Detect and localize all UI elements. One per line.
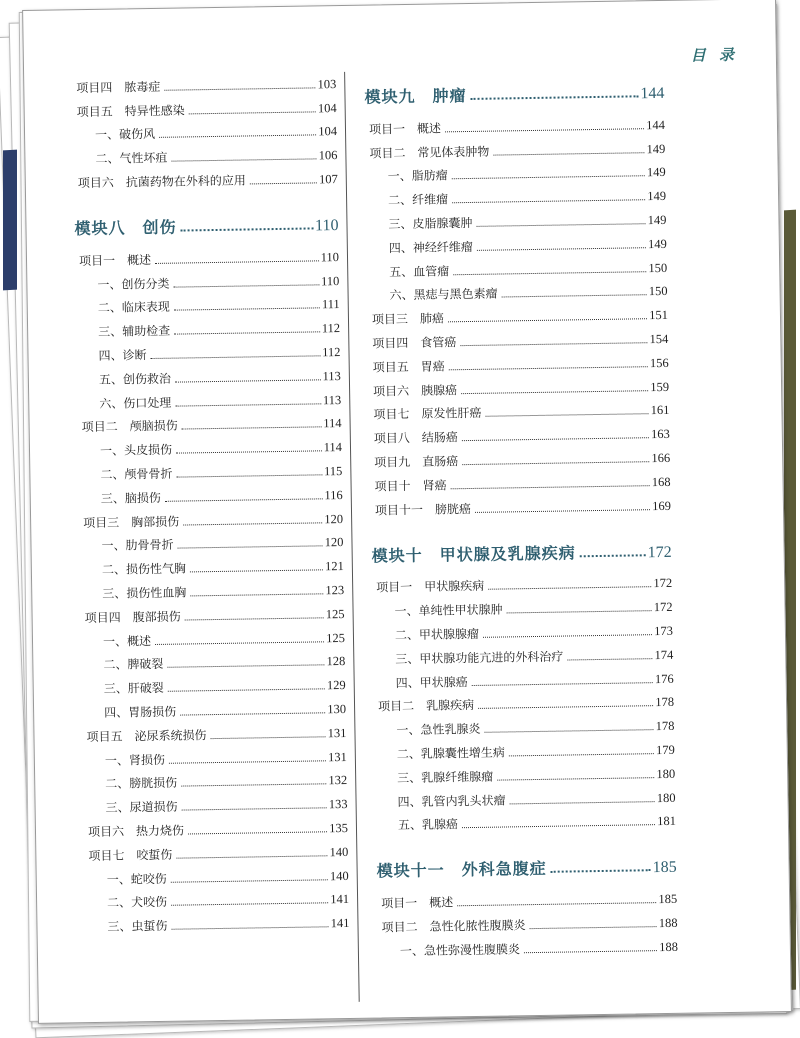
toc-entry-label: 项目三 肺癌 [371,311,445,327]
dot-leader [182,427,322,430]
dot-leader [445,128,644,132]
dot-leader [475,509,650,513]
toc-entry-page-number: 149 [646,165,666,180]
toc-entry-page-number: 144 [646,117,666,132]
toc-entry-page-number: 161 [650,403,670,418]
toc-entry-page-number: 133 [328,797,348,812]
toc-entry-label: 项目一 概述 [368,121,442,137]
toc-entry-label: 四、诊断 [98,348,147,363]
toc-entry-page-number: 150 [648,284,668,299]
toc-entry-label: 项目十一 膀胱癌 [374,501,472,518]
toc-entry-page-number: 107 [318,172,338,187]
toc-entry-label: 六、黑痣与黑色素瘤 [389,286,498,303]
dot-leader [448,318,647,322]
dot-leader [181,227,314,231]
dot-leader [530,926,657,929]
toc-entry-page-number: 159 [650,379,670,394]
toc-entry-page-number: 132 [328,773,348,788]
toc-entry-label: 模块十一 外科急腹症 [376,859,547,881]
dot-leader [151,355,321,359]
toc-entry-page-number: 144 [640,84,665,103]
dot-leader [180,712,325,715]
dot-leader [488,587,651,591]
toc-entry-page-number: 149 [647,236,667,251]
toc-entry-page-number: 166 [651,450,671,466]
dot-leader [174,332,320,335]
toc-entry-label: 三、肝破裂 [103,680,164,696]
toc-entry-sub [376,805,676,834]
dot-leader [169,760,326,763]
dot-leader [502,295,647,298]
toc-entry-label: 二、气性坏疽 [95,150,168,167]
dot-leader [190,569,323,572]
toc-entry-page-number: 156 [649,355,669,370]
dot-leader [211,736,326,739]
dot-leader [189,111,316,114]
dot-leader [175,379,321,382]
toc-page [22,0,792,1024]
toc-entry-label: 项目七 原发性肝癌 [373,406,482,422]
toc-entry-page-number: 151 [649,308,669,323]
toc-entry-page-number: 103 [317,76,337,92]
dot-leader [182,807,327,810]
dot-leader [176,450,322,453]
toc-entry-label: 项目四 脓毒症 [76,79,161,95]
dot-leader [173,284,319,287]
dot-leader [509,753,654,756]
dot-leader [188,831,327,834]
toc-entry-label: 一、肋骨骨折 [101,538,174,554]
toc-entry-label: 三、皮脂腺囊肿 [388,215,473,232]
dot-leader [176,474,322,477]
toc-entry-page-number: 104 [317,100,337,115]
toc-entry-label: 项目六 抗菌药物在外科的应用 [77,173,246,191]
toc-entry-page-number: 149 [647,212,667,228]
toc-entry-page-number: 172 [647,543,672,561]
toc-entry-page-number: 188 [659,939,678,954]
toc-entry-label: 二、临床表现 [97,300,170,316]
toc-entry-label: 五、血管瘤 [389,263,450,279]
toc-entry-page-number: 129 [326,678,346,693]
toc-entry-project [371,490,671,519]
toc-entry-label: 二、犬咬伤 [107,895,168,911]
dot-leader [178,546,323,549]
dot-leader [471,95,639,100]
toc-entry-page-number: 120 [324,535,344,550]
toc-entry-label: 项目二 乳腺疾病 [377,698,475,714]
dot-leader [460,342,647,346]
toc-entry-label: 三、损伤性血胸 [102,585,187,601]
dot-leader [183,522,322,525]
toc-entry-label: 项目五 特异性感染 [76,103,185,119]
toc-entry-page-number: 178 [655,718,675,734]
toc-entry-page-number: 128 [326,654,346,669]
dot-leader [449,366,648,370]
toc-entry-label: 项目八 结肠癌 [373,430,458,446]
toc-entry-page-number: 125 [326,630,346,645]
toc-entry-label: 项目四 食管癌 [372,335,457,351]
toc-entry-page-number: 112 [321,321,341,336]
toc-entry-label: 二、颅骨骨折 [100,466,173,482]
toc-entry-label: 四、乳管内乳头状瘤 [397,793,506,809]
toc-entry-page-number: 150 [648,260,668,275]
dot-leader [486,414,649,418]
toc-entry-project [74,163,338,191]
toc-entry-label: 项目六 胰腺癌 [373,382,458,399]
toc-entry-label: 一、头皮损伤 [99,442,173,458]
toc-entry-label: 五、乳腺癌 [397,817,459,833]
toc-entry-label: 模块九 肿瘤 [364,86,467,107]
toc-entry-page-number: 185 [652,859,677,877]
toc-entry-label: 模块十 甲状腺及乳腺疾病 [371,542,576,566]
toc-entry-page-number: 113 [322,368,341,384]
toc-entry-label: 二、甲状腺腺瘤 [394,626,480,643]
toc-entry-label: 一、肾损伤 [104,752,165,768]
toc-entry-label: 项目九 直肠癌 [374,454,459,470]
toc-entry-page-number: 154 [649,331,669,347]
toc-entry-page-number: 180 [656,790,676,805]
toc-entry-page-number: 141 [330,916,350,931]
toc-entry-label: 一、急性弥漫性腹膜炎 [399,941,521,958]
toc-entry-label: 二、脾破裂 [103,657,164,673]
toc-entry-module [371,521,672,566]
dot-leader [171,159,316,162]
toc-entry-label: 项目一 概述 [78,252,152,268]
toc-entry-label: 三、虫蜇伤 [107,918,168,934]
toc-entry-page-number: 188 [658,915,678,931]
toc-entry-page-number: 180 [656,766,676,781]
toc-entry-label: 项目十 肾癌 [374,478,447,494]
toc-entry-label: 四、胃肠损伤 [104,704,177,720]
toc-entry-page-number: 169 [652,498,672,513]
toc-entry-label: 项目五 胃癌 [372,359,445,375]
toc-entry-page-number: 112 [322,344,341,360]
dot-leader [159,135,316,138]
toc-entry-label: 一、创伤分类 [97,276,170,292]
toc-entry-module [376,837,677,882]
toc-entry-module [364,63,665,108]
toc-entry-label: 项目二 颅脑损伤 [81,418,178,435]
dot-leader [185,617,324,620]
dot-leader [524,950,657,953]
dot-leader [462,437,649,441]
toc-entry-label: 三、辅助检查 [98,323,171,340]
dot-leader [510,801,655,804]
toc-entry-page-number: 135 [329,820,349,836]
toc-entry-label: 项目四 腹部损伤 [84,609,181,625]
dot-leader [461,390,648,394]
toc-entry-label: 项目三 胸部损伤 [83,514,180,530]
dot-leader [567,658,652,660]
dot-leader [172,926,329,929]
toc-entry-label: 模块八 创伤 [74,217,177,239]
dot-leader [477,223,646,227]
toc-column-right [364,63,678,959]
toc-entry-page-number: 172 [653,576,673,591]
toc-entry-label: 一、急性乳腺炎 [396,721,481,738]
dot-leader [507,610,652,613]
toc-entry-page-number: 125 [325,606,345,622]
toc-entry-page-number: 174 [654,647,674,662]
toc-entry-label: 项目一 甲状腺疾病 [376,579,485,595]
toc-entry-label: 四、甲状腺癌 [395,674,468,690]
dot-leader [176,855,327,858]
dot-leader [451,485,650,489]
toc-entry-page-number: 163 [650,427,670,442]
dot-leader [472,682,653,686]
toc-entry-label: 一、单纯性甲状腺肿 [394,602,503,619]
toc-entry-label: 三、尿道损伤 [105,799,178,815]
toc-entry-label: 项目七 咬蜇伤 [88,847,173,863]
toc-entry-label: 一、脂肪瘤 [387,168,448,184]
toc-entry-page-number: 179 [655,742,675,758]
dot-leader [181,784,326,787]
dot-leader [478,705,653,709]
toc-entry-page-number: 106 [318,148,338,163]
toc-entry-label: 三、脑损伤 [100,490,161,506]
dot-leader [551,870,651,874]
toc-entry-page-number: 168 [651,474,671,489]
toc-entry-label: 二、纤维瘤 [388,192,449,208]
dot-leader [484,729,653,733]
dot-leader [483,634,652,638]
toc-entry-page-number: 131 [327,725,347,740]
toc-entry-label: 项目六 热力烧伤 [87,823,185,839]
dot-leader [250,182,317,184]
toc-entry-label: 项目二 常见体表肿物 [369,144,490,161]
toc-entry-page-number: 149 [647,189,667,204]
toc-entry-label: 项目五 泌尿系统损伤 [86,727,207,744]
dot-leader [452,176,645,180]
page-header-title: 目 录 [690,45,739,65]
toc-entry-sub [85,907,349,935]
dot-leader [493,152,644,155]
toc-entry-page-number: 140 [329,844,349,859]
toc-entry-page-number: 178 [655,695,675,710]
toc-entry-page-number: 141 [330,892,350,907]
dot-leader [457,902,656,906]
toc-entry-page-number: 176 [654,671,674,686]
toc-entry-page-number: 130 [327,701,347,717]
toc-entry-label: 二、损伤性气胸 [101,561,187,577]
dot-leader [175,403,321,406]
toc-entry-label: 一、蛇咬伤 [106,871,167,887]
dot-leader [452,199,645,203]
dot-leader [174,308,320,311]
dot-leader [190,593,323,596]
toc-entry-label: 六、伤口处理 [99,395,172,411]
toc-entry-page-number: 110 [314,217,339,235]
toc-entry-page-number: 173 [654,623,674,639]
toc-entry-page-number: 110 [320,249,340,265]
dot-leader [171,879,328,882]
dot-leader [171,903,328,906]
toc-entry-page-number: 185 [658,891,678,907]
toc-entry-page-number: 116 [324,487,343,503]
toc-entry-page-number: 131 [327,749,347,764]
toc-entry-page-number: 114 [323,416,342,431]
toc-entry-page-number: 172 [653,599,673,615]
dot-leader [164,87,315,90]
toc-entry-page-number: 115 [323,463,343,479]
dot-leader [155,260,319,264]
dot-leader [580,554,646,557]
toc-entry-page-number: 114 [323,440,343,455]
dot-leader [462,824,655,828]
dot-leader [155,641,324,645]
toc-entry-label: 一、概述 [102,633,152,649]
dot-leader [462,461,649,465]
toc-entry-label: 四、神经纤维瘤 [388,239,473,256]
toc-entry-page-number: 140 [329,868,349,883]
toc-entry-page-number: 121 [325,559,344,574]
toc-entry-page-number: 110 [320,273,340,288]
toc-entry-label: 五、创伤救治 [98,371,172,387]
toc-column-left [72,68,350,935]
dot-leader [167,665,324,668]
toc-entry-page-number: 120 [324,511,344,526]
book-cover-edge-left [3,150,17,291]
toc-entry-label: 二、膀胱损伤 [105,775,178,792]
toc-entry-label: 三、乳腺纤维腺瘤 [397,769,494,785]
toc-entry-sub [378,931,678,960]
toc-entry-page-number: 181 [657,814,677,829]
toc-entry-page-number: 111 [321,297,340,312]
toc-entry-label: 二、乳腺囊性增生病 [396,745,505,762]
dot-leader [165,498,323,501]
dot-leader [453,271,646,275]
toc-entry-page-number: 104 [318,124,338,139]
toc-entry-page-number: 113 [322,392,342,407]
toc-entry-page-number: 123 [325,582,345,598]
toc-entry-module [74,195,339,239]
dot-leader [497,777,654,780]
dot-leader [168,688,325,691]
toc-entry-label: 项目二 急性化脓性腹膜炎 [381,918,526,935]
toc-entry-label: 项目一 概述 [381,895,454,911]
dot-leader [477,247,646,251]
toc-entry-label: 三、甲状腺功能亢进的外科治疗 [395,649,564,666]
toc-entry-page-number: 149 [646,141,666,156]
toc-entry-label: 一、破伤风 [94,127,156,143]
